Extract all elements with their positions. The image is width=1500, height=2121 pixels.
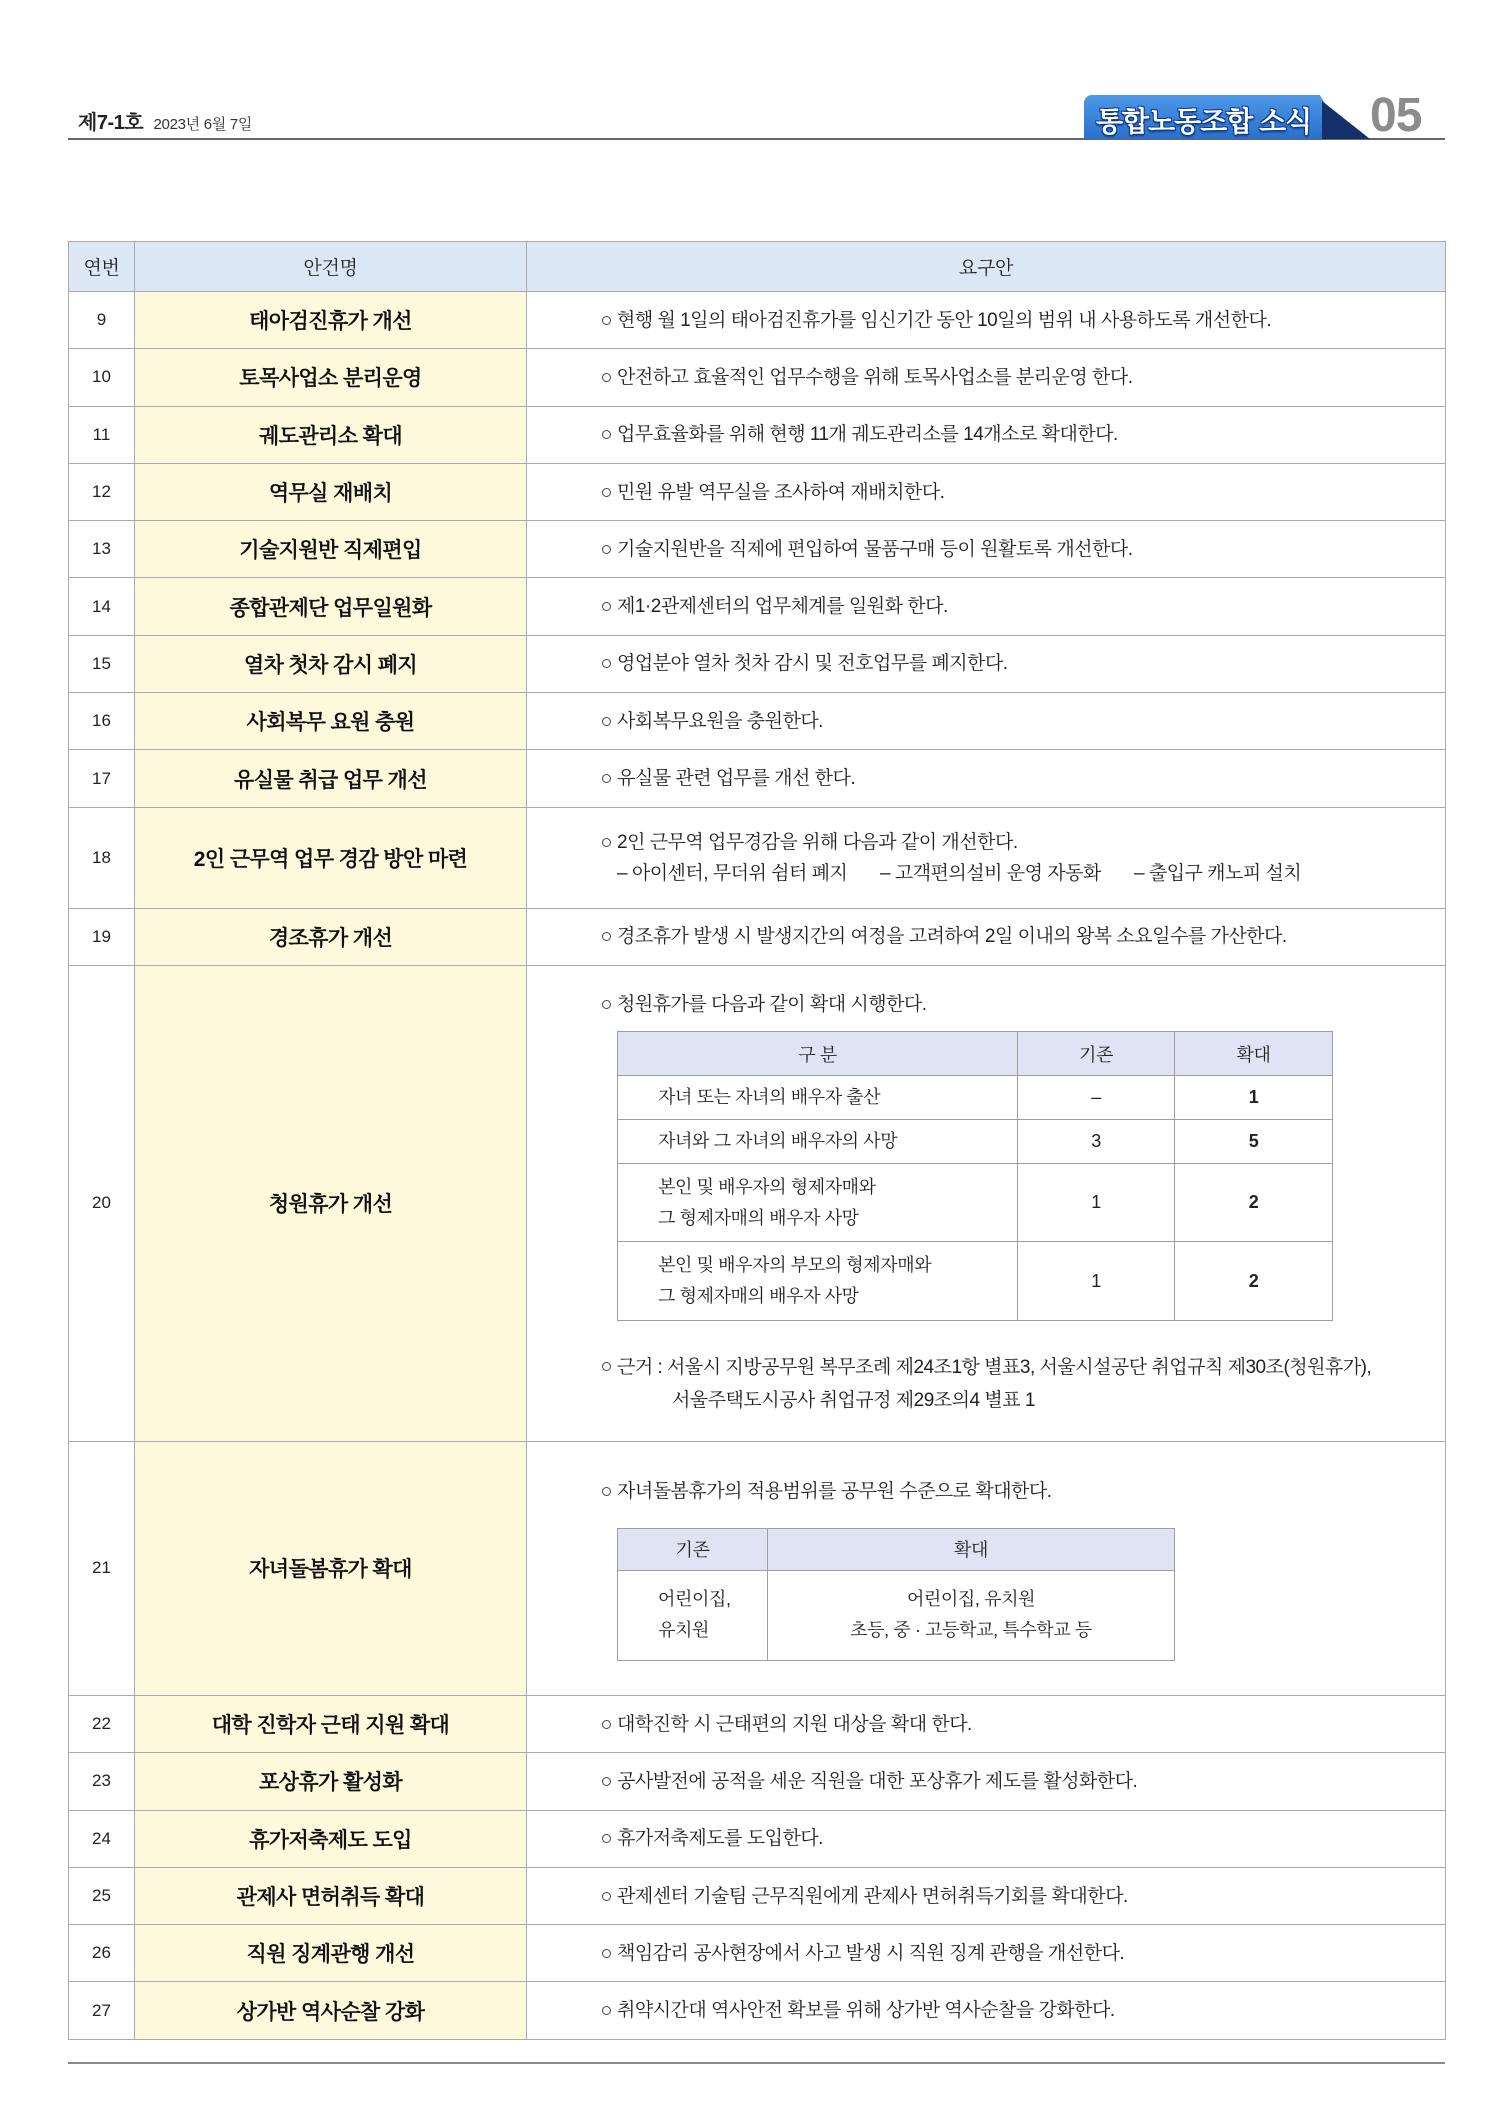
scope-table-header-row: [618, 1528, 1175, 1570]
legal-basis-line: 서울주택도시공사 취업규정 제29조의4 별표 1: [672, 1390, 1035, 1412]
scope-table-row: [618, 1570, 1175, 1660]
row-number: 18: [69, 807, 135, 908]
row-number: 27: [69, 1982, 135, 2039]
table-row: [69, 1982, 1446, 2039]
table-row: [69, 1753, 1446, 1810]
column-header-title: 안건명: [135, 242, 527, 292]
agenda-title: 역무실 재배치: [135, 463, 527, 520]
demand-text: 유실물 관련 업무를 개선 한다.: [602, 763, 1445, 794]
demand-cell: [527, 578, 1446, 635]
sub-item: – 아이센터, 무더위 쉼터 폐지: [617, 862, 848, 884]
sub-item: – 출입구 캐노피 설치: [1134, 862, 1302, 884]
sub-item: – 고객편의설비 운영 자동화: [880, 862, 1101, 884]
row-number: 19: [69, 908, 135, 965]
leave-current-days: 1: [1018, 1164, 1175, 1242]
table-row: [69, 965, 1446, 1441]
demand-cell: [527, 1695, 1446, 1752]
table-row: [69, 1810, 1446, 1867]
legal-basis-line: 근거 : 서울시 지방공무원 복무조례 제24조1항 별표3, 서울시설공단 취업규칙 제30조(청원휴가),: [602, 1351, 1445, 1384]
agenda-title: 기술지원반 직제편입: [135, 521, 527, 578]
leave-expanded-days: 1: [1175, 1076, 1333, 1120]
demand-cell: [527, 1441, 1446, 1695]
demand-cell: [527, 1867, 1446, 1924]
demand-text: 안전하고 효율적인 업무수행을 위해 토목사업소를 분리운영 한다.: [602, 362, 1445, 393]
demand-text: 대학진학 시 근태편의 지원 대상을 확대 한다.: [602, 1709, 1445, 1740]
demand-cell: [527, 292, 1446, 349]
row-number: 10: [69, 349, 135, 406]
agenda-title: 휴가저축제도 도입: [135, 1810, 527, 1867]
agenda-title: 열차 첫차 감시 폐지: [135, 635, 527, 692]
table-row: [69, 635, 1446, 692]
footer-divider: [68, 2062, 1445, 2064]
childcare-scope-table: [617, 1528, 1175, 1661]
table-header-row: [69, 242, 1446, 292]
demand-cell: [527, 635, 1446, 692]
leave-table-row: [618, 1242, 1333, 1321]
leave-current-days: –: [1018, 1076, 1175, 1120]
demand-cell: [527, 521, 1446, 578]
row-number: 14: [69, 578, 135, 635]
agenda-title: 종합관제단 업무일원화: [135, 578, 527, 635]
leave-current-days: 1: [1018, 1242, 1175, 1321]
scope-current-line: 유치원: [658, 1620, 709, 1641]
table-row: [69, 1441, 1446, 1695]
demand-cell: [527, 750, 1446, 807]
leave-category-line: 본인 및 배우자의 부모의 형제자매와: [658, 1255, 932, 1276]
agenda-title: 자녀돌봄휴가 확대: [135, 1441, 527, 1695]
scope-current-line: 어린이집,: [658, 1589, 731, 1610]
agenda-title: 대학 진학자 근태 지원 확대: [135, 1695, 527, 1752]
demand-text: 영업분야 열차 첫차 감시 및 전호업무를 폐지한다.: [602, 648, 1445, 679]
demand-text: 현행 월 1일의 태아검진휴가를 임신기간 동안 10일의 범위 내 사용하도록 개선한다.: [602, 305, 1445, 336]
leave-table-row: [618, 1076, 1333, 1120]
demand-cell: [527, 693, 1446, 750]
agenda-title: 사회복무 요원 충원: [135, 693, 527, 750]
scope-current: [618, 1570, 768, 1660]
row-number: 22: [69, 1695, 135, 1752]
leave-category-line: 자녀와 그 자녀의 배우자의 사망: [658, 1131, 898, 1152]
table-row: [69, 406, 1446, 463]
demand-text: 관제센터 기술팀 근무직원에게 관제사 면허취득기회를 확대한다.: [602, 1881, 1445, 1912]
scope-header-current: 기존: [618, 1528, 768, 1570]
sub-item-list: [602, 858, 1445, 889]
leave-header-current: 기존: [1018, 1032, 1175, 1076]
section-badge: [1084, 95, 1369, 139]
agenda-title: 경조휴가 개선: [135, 908, 527, 965]
table-row: [69, 908, 1446, 965]
demand-text: 2인 근무역 업무경감을 위해 다음과 같이 개선한다.: [602, 827, 1445, 858]
demand-cell: [527, 1810, 1446, 1867]
column-header-demand: 요구안: [527, 242, 1446, 292]
demand-cell: [527, 1753, 1446, 1810]
leave-category: [618, 1120, 1018, 1164]
row-number: 17: [69, 750, 135, 807]
demand-cell: [527, 908, 1446, 965]
legal-basis: [602, 1351, 1445, 1417]
demands-table: [68, 241, 1446, 2040]
issue-info: [78, 106, 252, 135]
leave-expanded-days: 5: [1175, 1120, 1333, 1164]
row-number: 15: [69, 635, 135, 692]
badge-arrow-shape: [1322, 101, 1370, 139]
leave-expanded-days: 2: [1175, 1164, 1333, 1242]
scope-expanded-line: 초등, 중 · 고등학교, 특수학교 등: [850, 1620, 1092, 1641]
leave-days-table: [617, 1031, 1333, 1321]
leave-header-category: 구 분: [618, 1032, 1018, 1076]
demand-cell: [527, 807, 1446, 908]
agenda-title: 관제사 면허취득 확대: [135, 1867, 527, 1924]
table-row: [69, 807, 1446, 908]
agenda-title: 토목사업소 분리운영: [135, 349, 527, 406]
row-number: 9: [69, 292, 135, 349]
issue-number: 제7-1호: [78, 112, 144, 134]
demand-cell: [527, 965, 1446, 1441]
leave-category-line: 본인 및 배우자의 형제자매와: [658, 1176, 876, 1197]
agenda-title: 상가반 역사순찰 강화: [135, 1982, 527, 2039]
scope-header-expanded: 확대: [768, 1528, 1175, 1570]
demand-text: 취약시간대 역사안전 확보를 위해 상가반 역사순찰을 강화한다.: [602, 1995, 1445, 2026]
leave-category: [618, 1242, 1018, 1321]
demand-text: 공사발전에 공적을 세운 직원을 대한 포상휴가 제도를 활성화한다.: [602, 1766, 1445, 1797]
demand-cell: [527, 463, 1446, 520]
agenda-title: 태아검진휴가 개선: [135, 292, 527, 349]
leave-category-line: 그 형제자매의 배우자 사망: [658, 1207, 859, 1228]
table-row: [69, 1925, 1446, 1982]
scope-expanded-line: 어린이집, 유치원: [906, 1589, 1036, 1610]
demand-text: 청원휴가를 다음과 같이 확대 시행한다.: [602, 989, 1445, 1020]
table-row: [69, 349, 1446, 406]
page-number: 05: [1370, 89, 1422, 142]
agenda-title: 2인 근무역 업무 경감 방안 마련: [135, 807, 527, 908]
agenda-title: 청원휴가 개선: [135, 965, 527, 1441]
leave-current-days: 3: [1018, 1120, 1175, 1164]
row-number: 13: [69, 521, 135, 578]
table-row: [69, 521, 1446, 578]
agenda-title: 유실물 취급 업무 개선: [135, 750, 527, 807]
demand-text: 경조휴가 발생 시 발생지간의 여정을 고려하여 2일 이내의 왕복 소요일수를 가산한다.: [602, 921, 1445, 952]
row-number: 16: [69, 693, 135, 750]
table-row: [69, 463, 1446, 520]
demand-text: 제1·2관제센터의 업무체계를 일원화 한다.: [602, 591, 1445, 622]
row-number: 11: [69, 406, 135, 463]
leave-expanded-days: 2: [1175, 1242, 1333, 1321]
leave-table-header-row: [618, 1032, 1333, 1076]
row-number: 25: [69, 1867, 135, 1924]
demand-text: 기술지원반을 직제에 편입하여 물품구매 등이 원활토록 개선한다.: [602, 534, 1445, 565]
demand-cell: [527, 1925, 1446, 1982]
row-number: 12: [69, 463, 135, 520]
table-row: [69, 693, 1446, 750]
demand-text: 업무효율화를 위해 현행 11개 궤도관리소를 14개소로 확대한다.: [602, 419, 1445, 450]
leave-category: [618, 1164, 1018, 1242]
leave-table-row: [618, 1164, 1333, 1242]
issue-date: 2023년 6월 7일: [153, 116, 253, 133]
scope-expanded: [768, 1570, 1175, 1660]
column-header-number: 연번: [69, 242, 135, 292]
leave-category: [618, 1076, 1018, 1120]
leave-table-row: [618, 1120, 1333, 1164]
demand-text: 민원 유발 역무실을 조사하여 재배치한다.: [602, 477, 1445, 508]
row-number: 21: [69, 1441, 135, 1695]
table-row: [69, 750, 1446, 807]
demand-text: 휴가저축제도를 도입한다.: [602, 1823, 1445, 1854]
agenda-title: 직원 징계관행 개선: [135, 1925, 527, 1982]
table-row: [69, 1867, 1446, 1924]
row-number: 23: [69, 1753, 135, 1810]
row-number: 20: [69, 965, 135, 1441]
agenda-title: 궤도관리소 확대: [135, 406, 527, 463]
row-number: 24: [69, 1810, 135, 1867]
agenda-title: 포상휴가 활성화: [135, 1753, 527, 1810]
row-number: 26: [69, 1925, 135, 1982]
demand-text: 책임감리 공사현장에서 사고 발생 시 직원 징계 관행을 개선한다.: [602, 1938, 1445, 1969]
demand-text: 자녀돌봄휴가의 적용범위를 공무원 수준으로 확대한다.: [602, 1476, 1445, 1507]
section-title: 통합노동조합 소식: [1096, 106, 1312, 137]
leave-header-expanded: 확대: [1175, 1032, 1333, 1076]
demand-cell: [527, 349, 1446, 406]
table-row: [69, 1695, 1446, 1752]
leave-category-line: 자녀 또는 자녀의 배우자 출산: [658, 1087, 881, 1108]
demand-cell: [527, 406, 1446, 463]
table-row: [69, 292, 1446, 349]
demand-text: 사회복무요원을 충원한다.: [602, 706, 1445, 737]
demand-cell: [527, 1982, 1446, 2039]
leave-category-line: 그 형제자매의 배우자 사망: [658, 1286, 859, 1307]
table-row: [69, 578, 1446, 635]
